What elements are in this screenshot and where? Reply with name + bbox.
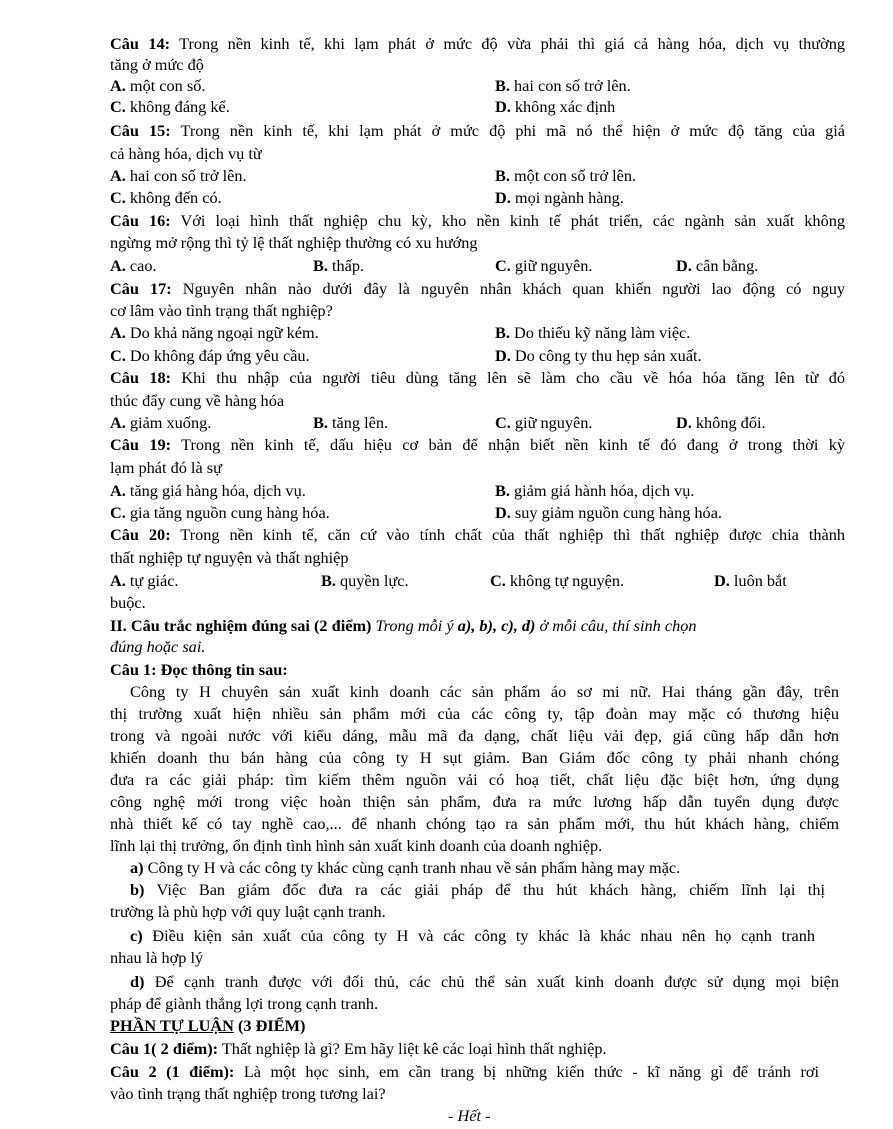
statement-b-line-1: b) Việc Ban giám đốc đưa ra các giải pháp để thu hút khách hàng, chiếm lĩnh lại thị — [130, 880, 825, 899]
question-19-option-a: A. tăng giá hàng hóa, dịch vụ. — [110, 481, 306, 500]
question-20-stem-line-1: Câu 20: Trong nền kinh tế, căn cứ vào tính chất của thất nghiệp thì thất nghiệp được chia thành — [110, 525, 845, 544]
section-2-heading: II. Câu trắc nghiệm đúng sai (2 điểm) — [110, 616, 372, 635]
question-16-stem-line-2: ngừng mở rộng thì tỷ lệ thất nghiệp thường có xu hướng — [110, 233, 478, 252]
question-18-option-c: C. giữ nguyên. — [495, 413, 593, 432]
question-17-stem-line-1: Câu 17: Nguyên nhân nào dưới đây là nguyên nhân khách quan khiến người lao động có nguy — [110, 279, 845, 298]
question-20-option-c: C. không tự nguyện. — [490, 571, 625, 590]
question-15-option-b: B. một con số trở lên. — [495, 166, 637, 185]
passage-line-4: khiến doanh thu bán hàng của công ty H sụt giảm. Ban Giám đốc công ty phải nhanh chóng — [110, 748, 839, 767]
end-marker: - Hết - — [448, 1106, 491, 1125]
question-19-stem-line-1: Câu 19: Trong nền kinh tế, dấu hiệu cơ bản để nhận biết nền kinh tế đó đang ở trong thời kỳ — [110, 435, 845, 454]
question-15-option-d: D. mọi ngành hàng. — [495, 188, 624, 207]
question-17-stem-line-2: cơ lâm vào tình trạng thất nghiệp? — [110, 301, 333, 320]
passage-line-2: thị trường xuất hiện nhiều sản phẩm mới của các công ty, tập đoàn may mặc có thương hiệu — [110, 704, 839, 723]
question-14-option-c: C. không đáng kể. — [110, 97, 230, 116]
question-19-option-c: C. gia tăng nguồn cung hàng hóa. — [110, 503, 330, 522]
section-2-question-1-title: Câu 1: Đọc thông tin sau: — [110, 660, 288, 679]
question-18-option-b: B. tăng lên. — [313, 413, 389, 432]
question-18-option-a: A. giảm xuống. — [110, 413, 212, 432]
question-16-stem-line-1: Câu 16: Với loại hình thất nghiệp chu kỳ, kho nền kinh tế phát triển, các ngành sản xuất không — [110, 211, 845, 230]
statement-c-line-2: nhau là hợp lý — [110, 948, 204, 967]
question-19-stem-line-2: lạm phát đó là sự — [110, 458, 222, 477]
question-14-stem-line-2: tăng ở mức độ — [110, 55, 204, 74]
section-3-heading: PHẦN TỰ LUẬN (3 ĐIỂM) — [110, 1016, 306, 1035]
passage-line-6: công nghệ mới trong việc hoàn thiện sản phẩm, đưa ra mức lương hấp dẫn tuyển dụng được — [110, 792, 839, 811]
question-14-option-b: B. hai con số trở lên. — [495, 76, 631, 95]
passage-line-7: nhà thiết kế có tay nghề cao,... để nhanh chóng tạo ra sản phẩm mới, thu hút khách hàng, chiếm — [110, 814, 839, 833]
question-16-option-b: B. thấp. — [313, 256, 365, 275]
question-20-option-a: A. tự giác. — [110, 571, 179, 590]
question-20-option-b: B. quyền lực. — [321, 571, 409, 590]
question-17-option-a: A. Do khả năng ngoại ngữ kém. — [110, 323, 319, 342]
passage-line-1: Công ty H chuyên sản xuất kinh doanh các sản phẩm áo sơ mi nữ. Hai tháng gần đây, trên — [130, 682, 839, 701]
statement-d-line-2: pháp để giành thắng lợi trong cạnh tranh. — [110, 994, 379, 1013]
passage-line-8: lĩnh lại thị trưởng, ổn định tình hình sản xuất kinh doanh của doanh nghiệp. — [110, 836, 603, 855]
question-20-stem-line-2: thất nghiệp tự nguyện và thất nghiệp — [110, 548, 349, 567]
question-15-option-c: C. không đến có. — [110, 188, 222, 207]
question-18-stem-line-2: thúc đẩy cung về hàng hóa — [110, 391, 285, 410]
question-16-option-a: A. cao. — [110, 256, 157, 275]
essay-question-1: Câu 1( 2 điểm): Thất nghiệp là gì? Em hãy liệt kê các loại hình thất nghiệp. — [110, 1039, 607, 1058]
question-18-label: Câu 18: — [110, 368, 172, 387]
question-16-label: Câu 16: — [110, 211, 171, 230]
passage-line-5: đưa ra các giải pháp: tìm kiếm thêm nguồn vải có hoạ tiết, chất liệu đặc biệt hơn, ứng dụng — [110, 770, 839, 789]
question-20-label: Câu 20: — [110, 525, 171, 544]
section-2-heading-line: II. Câu trắc nghiệm đúng sai (2 điểm) Trong mỗi ý a), b), c), d) ở mỗi câu, thí sinh chọn — [110, 616, 697, 635]
essay-question-2-line-1: Câu 2 (1 điểm): Là một học sinh, em cần trang bị những kiến thức - kĩ năng gì để tránh rơi — [110, 1062, 819, 1081]
question-18-option-d: D. không đổi. — [676, 413, 766, 432]
question-16-option-c: C. giữ nguyên. — [495, 256, 593, 275]
question-15-option-a: A. hai con số trở lên. — [110, 166, 247, 185]
statement-a: a) Công ty H và các công ty khác cùng cạnh tranh nhau về sản phẩm hàng may mặc. — [130, 858, 681, 877]
statement-b-line-2: trường là phù hợp với quy luật cạnh tranh. — [110, 902, 386, 921]
question-17-option-d: D. Do công ty thu hẹp sản xuất. — [495, 346, 702, 365]
question-20-option-d-continuation: buộc. — [110, 593, 146, 612]
passage-line-3: trong và ngoài nước với kiểu dáng, mẫu mã đa dạng, chất liệu vải đẹp, giá cũng hấp dẫn hơn — [110, 726, 839, 745]
question-20-option-d: D. luôn bắt — [714, 571, 787, 590]
question-19-option-d: D. suy giảm nguồn cung hàng hóa. — [495, 503, 722, 522]
question-17-label: Câu 17: — [110, 279, 172, 298]
question-17-option-b: B. Do thiếu kỹ năng làm việc. — [495, 323, 691, 342]
statement-d-line-1: d) Để cạnh tranh được với đối thủ, các chủ thể sản xuất kinh doanh được sử dụng mọi biện — [130, 972, 839, 991]
question-14-option-d: D. không xác định — [495, 97, 616, 116]
section-2-instruction-line-2: đúng hoặc sai. — [110, 637, 206, 656]
question-15-stem-line-1: Câu 15: Trong nền kinh tế, khi lạm phát ở mức độ phi mã nó thể hiện ở mức độ tăng của giá — [110, 121, 845, 140]
question-19-option-b: B. giảm giá hành hóa, dịch vụ. — [495, 481, 695, 500]
essay-question-2-line-2: vào tình trạng thất nghiệp trong tương lai? — [110, 1084, 386, 1103]
question-14-option-a: A. một con số. — [110, 76, 206, 95]
question-16-option-d: D. cân bằng. — [676, 256, 759, 275]
question-17-option-c: C. Do không đáp ứng yêu cầu. — [110, 346, 310, 365]
question-18-stem-line-1: Câu 18: Khi thu nhập của người tiêu dùng tăng lên sẽ làm cho cầu về hóa hóa tăng lên từ đó — [110, 368, 845, 387]
question-15-stem-line-2: cả hàng hóa, dịch vụ từ — [110, 144, 262, 163]
question-14-label: Câu 14: — [110, 34, 171, 53]
question-14-stem-line-1: Câu 14: Trong nền kinh tế, khi lạm phát ở mức độ vừa phải thì giá cả hàng hóa, dịch vụ thường — [110, 34, 845, 53]
question-19-label: Câu 19: — [110, 435, 172, 454]
question-15-label: Câu 15: — [110, 121, 171, 140]
statement-c-line-1: c) Điều kiện sản xuất của công ty H và các công ty khác là khác nhau nên họ cạnh tranh — [130, 926, 815, 945]
